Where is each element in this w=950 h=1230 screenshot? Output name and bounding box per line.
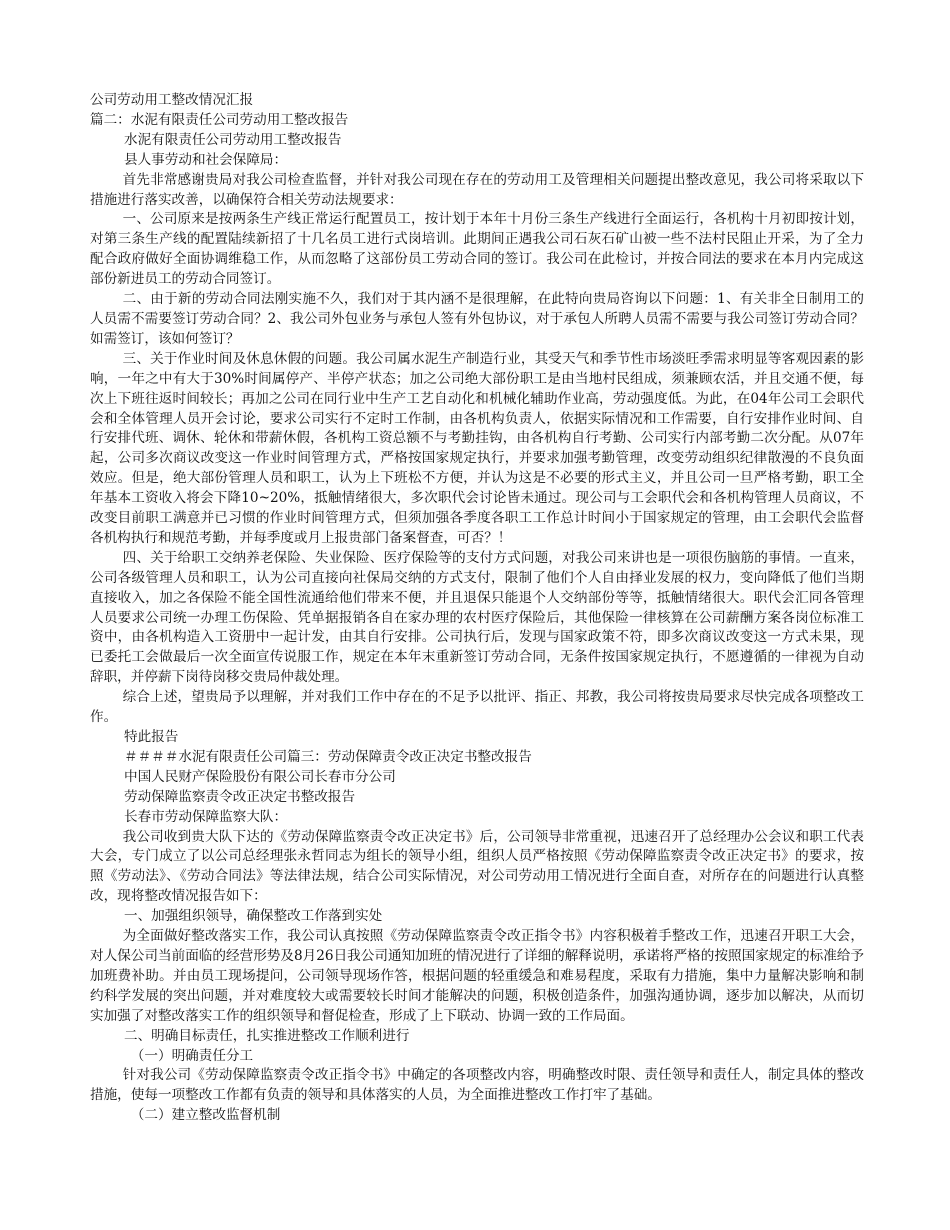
- section-heading: 篇二：水泥有限责任公司劳动用工整改报告: [90, 111, 349, 128]
- section-subheading: 一、加强组织领导，确保整改工作落到实处: [124, 908, 383, 925]
- body-paragraph: 为全面做好整改落实工作，我公司认真按照《劳动保障监察责令改正指令书》内容积极着手整改工作，迅速召开职工大会，对人保公司当前面临的经营形势及8月26日我公司通知加班的情况进行了详细的解释说明，承诺将严格的按照国家规定的标准给予加班费补助。并由员工现场提问，公司领导现场作答，根据问题的轻重缓急和难易程度，采取有力措施，集中力量解决影响和制约科学发展的突出问题，并对难度较大或需要较长时间才能解决的问题，积极创造条件，加强沟通协调，逐步加以解决，从而切实加强了对整改落实工作的组织领导和督促检查，形成了上下联动、协调一致的工作局面。: [90, 928, 864, 1024]
- subsection-heading: （二）建立整改监督机制: [130, 1107, 281, 1124]
- paragraph-item-1: 一、公司原来是按两条生产线正常运行配置员工，按计划于本年十月份三条生产线进行全面运行，各机构十月初即按计划，对第三条生产线的配置陆续新招了十几名员工进行式岗培训。此期间正遇我公司石灰石矿山被一些不法村民阻止开采，为了全力配合政府做好全面协调维稳工作，从而忽略了这部份员工劳动合同的签订。我公司在此检讨，并按合同法的要求在本月内完成这部份新进员工的劳动合同签订。: [90, 211, 864, 288]
- report-subtitle: 劳动保障监察责令改正决定书整改报告: [124, 788, 356, 805]
- body-paragraph: 针对我公司《劳动保障监察责令改正指令书》中确定的各项整改内容，明确整改时限、责任领导和责任人，制定具体的整改措施，使每一项整改工作都有负责的领导和具体落实的人员，为全面推进整改工作打牢了基础。: [90, 1067, 864, 1104]
- addressee: 长春市劳动保障监察大队：: [124, 808, 288, 825]
- section-heading: ＃＃＃＃水泥有限责任公司篇三：劳动保障责令改正决定书整改报告: [124, 748, 532, 765]
- intro-paragraph: 我公司收到贵大队下达的《劳动保障监察责令改正决定书》后，公司领导非常重视，迅速召开了总经理办公会议和职工代表大会，专门成立了以公司总经理张永哲同志为组长的领导小组，组织人员严格按照《劳动保障监察责令改正决定书》的要求，按照《劳动法》、《劳动合同法》等法律法规，结合公司实际情况，对公司劳动用工情况进行全面自查，对所存在的问题进行认真整改，现将整改情况报告如下：: [90, 828, 864, 905]
- intro-paragraph: 首先非常感谢贵局对我公司检查监督，并针对我公司现在存在的劳动用工及管理相关问题提出整改意见，我公司将采取以下措施进行落实改善，以确保符合相关劳动法规要求：: [90, 171, 864, 208]
- company-name: 中国人民财产保险股份有限公司长春市分公司: [124, 768, 396, 785]
- paragraph-item-2: 二、由于新的劳动合同法刚实施不久，我们对于其内涵不是很理解，在此特向贵局咨询以下问题：1、有关非全日制用工的人员需不需要签订劳动合同？2、我公司外包业务与承包人签有外包协议，对于承包人所聘人员需不需要与我公司签订劳动合同？如需签订，该如何签订？: [90, 291, 864, 347]
- document-title: 公司劳动用工整改情况汇报: [90, 92, 254, 108]
- report-subtitle: 水泥有限责任公司劳动用工整改报告: [124, 131, 342, 148]
- section-subheading: 二、明确目标责任，扎实推进整改工作顺利进行: [124, 1027, 410, 1044]
- paragraph-item-4: 四、关于给职工交纳养老保险、失业保险、医疗保险等的支付方式问题，对我公司来讲也是一项很伤脑筋的事情。一直来，公司各级管理人员和职工，认为公司直接向社保局交纳的方式支付，限制了他们个人自由择业发展的权力，变向降低了他们当期直接收入，加之各保险不能全国性流通给他们带来不便，并且退保只能退个人交纳部份等等，抵触情绪很大。职代会汇同各管理人员要求公司统一办理工伤保险、凭单据报销各自在家办理的农村医疗保险后，其他保险一律核算在公司薪酬方案各岗位标准工资中，由各机构造入工资册中一起计发，由其自行安排。公司执行后，发现与国家政策不符，即多次商议改变这一方式未果，现已委托工会做最后一次全面宣传说服工作，规定在本年末重新签订劳动合同，无条件按国家规定执行，不愿遵循的一律视为自动辞职，并停薪下岗待岗移交贵局仲裁处理。: [90, 549, 864, 686]
- paragraph-item-3: 三、关于作业时间及休息休假的问题。我公司属水泥生产制造行业，其受天气和季节性市场淡旺季需求明显等客观因素的影响，一年之中有大于30%时间属停产、半停产状态；加之公司绝大部份职工是由当地村民组成，须兼顾农活，并且交通不便，每次上下班往返时间较长；再加之公司在同行业中生产工艺自动化和机械化辅助作业高，劳动强度低。为此，在04年公司工会职代会和全体管理人员开会讨论，要求公司实行不定时工作制，由各机构负责人，依据实际情况和工作需要，自行安排作业时间、自行安排代班、调休、轮休和带薪休假，各机构工资总额不与考勤挂钩，由各机构自行考勤、公司实行内部考勤二次分配。从07年起，公司多次商议改变这一作业时间管理方式，严格按国家规定执行，并要求加强考勤管理，改变劳动组织纪律散漫的不良负面效应。但是，绝大部份管理人员和职工，认为上下班松不方便，并认为这是不必要的形式主义，并且公司一旦严格考勤，职工全年基本工资收入将会下降10~20%，抵触情绪很大，多次职代会讨论皆未通过。现公司与工会职代会和各机构管理人员商议，不改变目前职工满意并已习惯的作业时间管理方式，但须加强各季度各职工工作总计时间小于国家规定的管理，由工会职代会监督各机构执行和规范考勤，并每季度或月上报贵部门备案督查，可否？！: [90, 350, 864, 546]
- addressee: 县人事劳动和社会保障局：: [124, 151, 288, 168]
- summary-paragraph: 综合上述，望贵局予以理解，并对我们工作中存在的不足予以批评、指正、邦教，我公司将按贵局要求尽快完成各项整改工作。: [90, 689, 864, 726]
- subsection-heading: （一）明确责任分工: [130, 1047, 254, 1064]
- closing-line: 特此报告: [124, 729, 179, 745]
